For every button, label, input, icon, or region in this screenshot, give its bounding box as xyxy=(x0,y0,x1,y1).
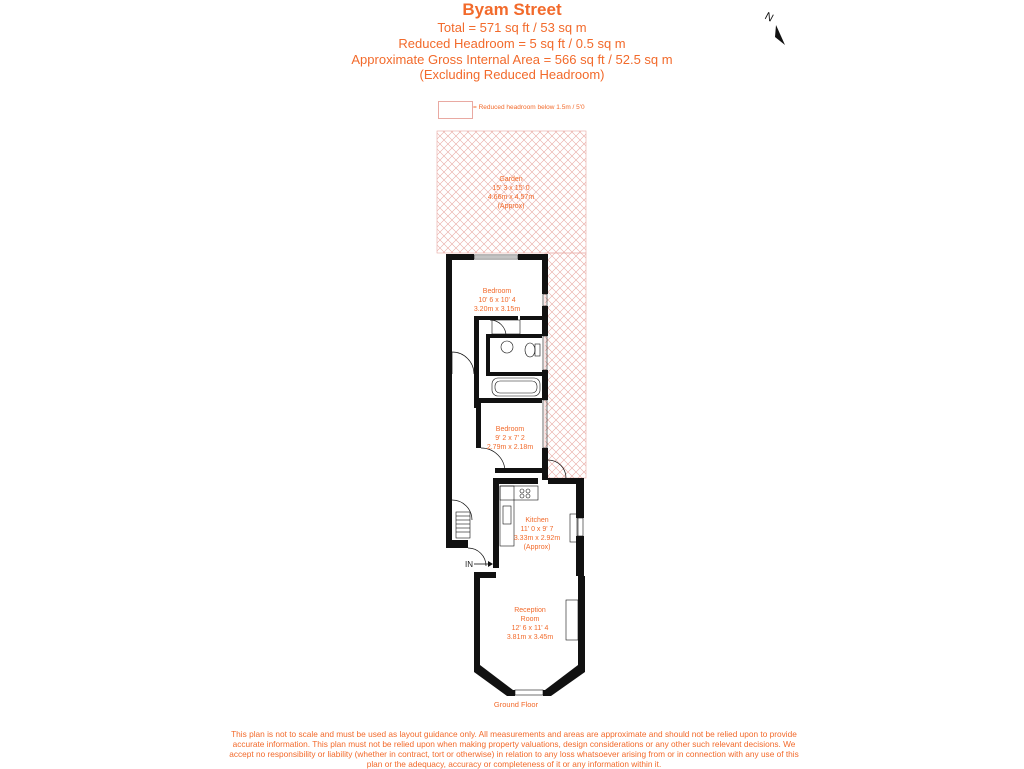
garden-imperial: 15' 3 x 15' 0 xyxy=(492,185,530,192)
bedroom2-name: Bedroom xyxy=(495,426,525,433)
bedroom2-metric: 2.79m x 2.18m xyxy=(486,444,534,451)
plan-title: Byam Street xyxy=(462,0,562,19)
reception-name: Reception xyxy=(514,607,546,614)
reception-metric: 3.81m x 3.45m xyxy=(506,634,554,641)
garden-area xyxy=(437,131,586,253)
reduced-headroom-area: Reduced Headroom = 5 sq ft / 0.5 sq m xyxy=(398,36,626,51)
bedroom1-name: Bedroom xyxy=(482,288,512,295)
bedroom1-imperial: 10' 6 x 10' 4 xyxy=(478,297,516,304)
entrance-arrow-icon xyxy=(474,561,493,567)
reception-imperial: 12' 6 x 11' 4 xyxy=(511,625,549,632)
chimney-breast xyxy=(566,600,578,640)
bedroom1-metric: 3.20m x 3.15m xyxy=(473,306,521,313)
total-area: Total = 571 sq ft / 53 sq m xyxy=(437,20,587,35)
excluding-note: (Excluding Reduced Headroom) xyxy=(419,67,605,82)
kitchen-counter xyxy=(500,486,538,500)
north-label: N xyxy=(762,10,776,25)
toilet xyxy=(525,343,535,357)
disclaimer-text: This plan is not to scale and must be used as layout guidance only. All measurements and areas are approximate and should not be relied upon to provide accurate information. This plan must not be relied upon when making property valuations, design considerations or any other such relevant decisions. We accept no responsibility or liability (whether in contract, tort or otherwise) in relation to any loss whatsoever arising from or in connection with any use of this plan or the adequacy, accuracy or completeness of it or any information within it. xyxy=(229,729,799,769)
garden-name: Garden xyxy=(499,176,523,183)
garden-note: (Approx) xyxy=(497,203,525,210)
garden-metric: 4.66m x 4.57m xyxy=(487,194,535,201)
floor-label: Ground Floor xyxy=(493,700,539,709)
wardrobe xyxy=(492,320,520,334)
kitchen-metric: 3.33m x 2.92m xyxy=(513,535,561,542)
entrance-label: IN xyxy=(465,560,473,569)
kitchen-note: (Approx) xyxy=(523,544,551,551)
bedroom2-imperial: 9' 2 x 7' 2 xyxy=(495,435,525,442)
side-return-area xyxy=(545,253,586,478)
legend-text: = Reduced headroom below 1.5m / 5'0 xyxy=(473,104,585,111)
kitchen-name: Kitchen xyxy=(525,517,549,524)
reception-name-2: Room xyxy=(520,616,540,623)
kitchen-imperial: 11' 0 x 9' 7 xyxy=(520,526,554,533)
basin xyxy=(501,341,513,353)
gross-internal-area: Approximate Gross Internal Area = 566 sq ft / 52.5 sq m xyxy=(351,52,673,67)
